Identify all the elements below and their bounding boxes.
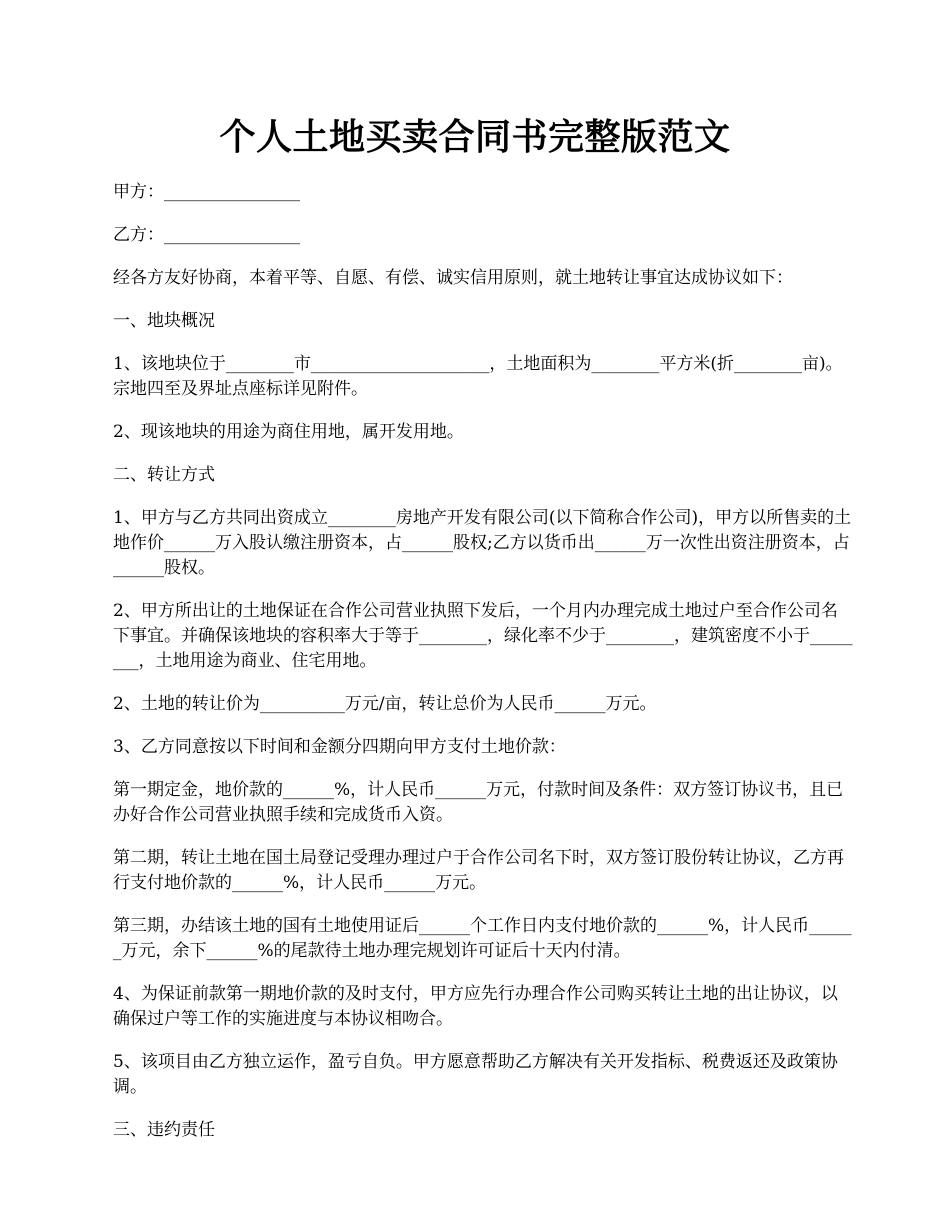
clause-land-location: 1、该地块位于________市_____________________，土地面积为________平方米(折________亩)。宗地四至及界址点座标详见附件。: [113, 354, 843, 399]
clause-payment-schedule: 3、乙方同意按以下时间和金额分四期向甲方支付土地价款：: [113, 737, 566, 757]
document-title: 个人土地买卖合同书完整版范文: [219, 116, 731, 158]
payment-phase-2: 第二期，转让土地在国土局登记受理办理过户于合作公司名下时，双方签订股份转让协议，乙方再行支付地价款的______%，计人民币______万元。: [113, 848, 844, 893]
section-heading-land-overview: 一、地块概况: [113, 311, 215, 331]
preamble: 经各方友好协商，本着平等、自愿、有偿、诚实信用原则，就土地转让事宜达成协议如下：: [113, 268, 793, 288]
party-b-line: 乙方：________________: [113, 225, 300, 245]
clause-transfer-price: 2、土地的转让价为__________万元/亩，转让总价为人民币______万元。: [113, 694, 657, 714]
clause-independent-operation: 5、该项目由乙方独立运作，盈亏自负。甲方愿意帮助乙方解决有关开发指标、税费返还及政策协调。: [113, 1052, 838, 1097]
payment-phase-1: 第一期定金，地价款的______%，计人民币______万元，付款时间及条件：双方签订协议书，且已办好合作公司营业执照手续和完成货币入资。: [113, 780, 844, 825]
section-heading-liability: 三、违约责任: [113, 1120, 215, 1140]
party-a-line: 甲方：________________: [113, 182, 300, 202]
section-heading-transfer-method: 二、转让方式: [113, 465, 215, 485]
payment-phase-3: 第三期，办结该土地的国有土地使用证后______个工作日内支付地价款的______%，计人民币______万元，余下______%的尾款待土地办理完规划许可证后十天内付清。: [113, 916, 852, 961]
clause-transfer-guarantee: 2、甲方所出让的土地保证在合作公司营业执照下发后，一个月内办理完成土地过户至合作公司名下事宜。并确保该地块的容积率大于等于________，绿化率不少于________，建筑密度不小于________，土地用途为商业、住宅用地。: [113, 601, 853, 671]
document-body: [113, 180, 853, 1161]
clause-payment-guarantee: 4、为保证前款第一期地价款的及时支付，甲方应先行办理合作公司购买转让土地的出让协议，以确保过户等工作的实施进度与本协议相吻合。: [113, 984, 838, 1029]
clause-joint-venture: 1、甲方与乙方共同出资成立________房地产开发有限公司(以下简称合作公司)，甲方以所售卖的土地作价______万入股认缴注册资本，占______股权;乙方以货币出______万一次性出资注册资本，占______股权。: [113, 508, 852, 578]
clause-land-use: 2、现该地块的用途为商住用地，属开发用地。: [113, 422, 464, 442]
